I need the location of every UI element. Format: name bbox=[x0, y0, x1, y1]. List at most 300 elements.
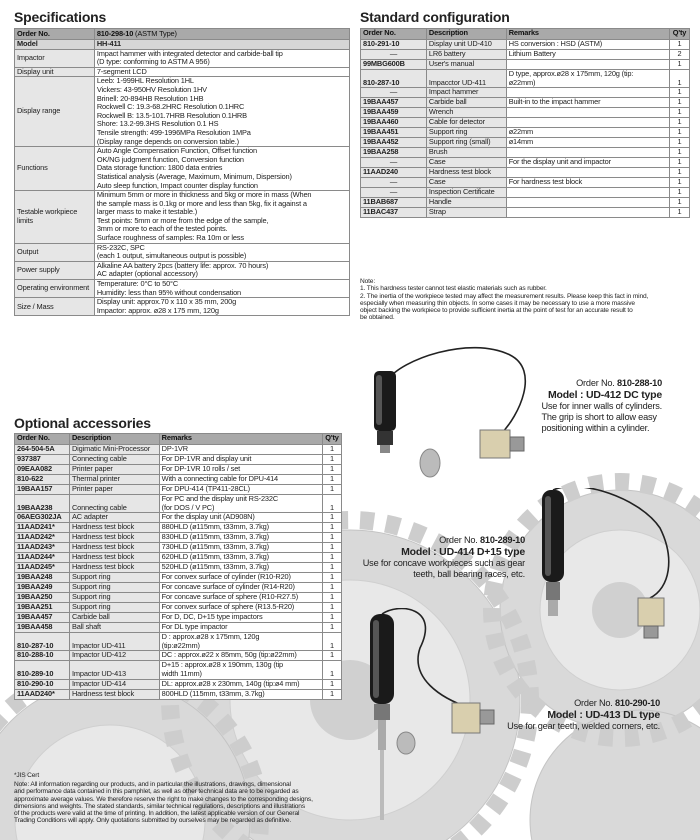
ud414-order-prefix: Order No. bbox=[439, 535, 480, 545]
product-ud414-info bbox=[360, 535, 525, 580]
std-qty: 1 bbox=[670, 60, 690, 70]
spec-row-label: Display unit bbox=[15, 67, 95, 77]
opt-qty: 1 bbox=[322, 553, 341, 563]
spec-row bbox=[15, 191, 350, 244]
opt-remark-line: For DPU-414 (TP411-28CL) bbox=[161, 484, 250, 493]
opt-qty: 1 bbox=[322, 455, 341, 465]
std-remarks bbox=[506, 198, 669, 208]
table-row bbox=[15, 543, 342, 553]
std-order-no: 19BAA457 bbox=[361, 98, 427, 108]
std-qty: 1 bbox=[670, 118, 690, 128]
std-remarks bbox=[506, 60, 669, 70]
std-qty: 1 bbox=[670, 108, 690, 118]
ud413-model: Model : UD-413 DL type bbox=[547, 709, 660, 721]
spec-row-label: Output bbox=[15, 243, 95, 261]
opt-remarks bbox=[159, 633, 322, 651]
opt-description: Printer paper bbox=[69, 465, 159, 475]
table-row bbox=[15, 563, 342, 573]
std-remark-line: ø22mm) bbox=[508, 77, 536, 87]
opt-remarks bbox=[159, 623, 322, 633]
opt-order-no: 19BAA238 bbox=[15, 495, 70, 513]
table-row bbox=[361, 188, 690, 198]
table-row bbox=[15, 495, 342, 513]
std-order-no: 19BAA460 bbox=[361, 118, 427, 128]
opt-remark-line: For convex surface of cylinder (R10-R20) bbox=[161, 572, 291, 582]
std-qty: 1 bbox=[670, 178, 690, 188]
opt-remark-line: For PC and the display unit RS-232C bbox=[161, 494, 279, 503]
optional-accessories-table bbox=[14, 433, 342, 700]
std-qty: 1 bbox=[670, 40, 690, 50]
std-order-no: — bbox=[361, 50, 427, 60]
std-order-no: 11BAC437 bbox=[361, 208, 427, 218]
spec-line: Impactor: approx. ø28 x 175 mm, 120g bbox=[96, 305, 219, 315]
std-remarks bbox=[506, 70, 669, 88]
std-remark-line: ø22mm bbox=[508, 127, 533, 137]
note-line: 2. The inertia of the workpiece tested may affect the measurement results. Please keep this fact in mind, bbox=[360, 292, 649, 300]
opt-remark-line: For DL type impactor bbox=[161, 622, 228, 632]
ud412-model: Model : UD-412 DC type bbox=[547, 389, 662, 401]
opt-remarks bbox=[159, 603, 322, 613]
table-row bbox=[15, 679, 342, 689]
spec-row bbox=[15, 49, 350, 67]
table-row bbox=[361, 50, 690, 60]
table-row bbox=[15, 583, 342, 593]
spec-row-value bbox=[94, 280, 349, 298]
std-qty: 1 bbox=[670, 128, 690, 138]
std-qty: 1 bbox=[670, 98, 690, 108]
std-description: Case bbox=[426, 158, 506, 168]
std-remarks bbox=[506, 148, 669, 158]
std-description: Impact hammer bbox=[426, 88, 506, 98]
table-row bbox=[15, 613, 342, 623]
std-header-3: Q'ty bbox=[670, 29, 690, 40]
opt-description: Impactor UD-412 bbox=[69, 651, 159, 661]
opt-remark-line: D : approx.ø28 x 175mm, 120g bbox=[161, 632, 260, 642]
table-row bbox=[361, 148, 690, 158]
opt-remarks bbox=[159, 455, 322, 465]
opt-order-no: 19BAA248 bbox=[15, 573, 70, 583]
spec-line: Statistical analysis (Average, Maximum, Minimum, Dispersion) bbox=[96, 171, 292, 181]
std-order-no: 19BAA459 bbox=[361, 108, 427, 118]
spec-line: (D type: conforming to ASTM A 956) bbox=[96, 57, 210, 67]
opt-remark-line: For D, DC, D+15 type impactors bbox=[161, 612, 263, 622]
spec-line: Auto sleep function, Impact counter display function bbox=[96, 180, 258, 190]
std-remarks bbox=[506, 138, 669, 148]
opt-qty: 1 bbox=[322, 613, 341, 623]
opt-qty: 1 bbox=[322, 661, 341, 679]
std-remarks bbox=[506, 118, 669, 128]
spec-line: Minimum 5mm or more in thickness and 5kg or more in mass (When bbox=[96, 190, 312, 200]
spec-line: Rockwell C: 19.3-68.2HRC Resolution 0.1HRC bbox=[96, 102, 245, 112]
spec-row-label: Functions bbox=[15, 147, 95, 191]
spec-row-label: Impactor bbox=[15, 49, 95, 67]
opt-remark-line: For concave surface of cylinder (R14-R20) bbox=[161, 582, 295, 592]
spec-line: Brinell: 20-894HB Resolution 1HB bbox=[96, 93, 204, 103]
std-order-no: 810-291-10 bbox=[361, 40, 427, 50]
std-qty: 1 bbox=[670, 208, 690, 218]
table-row bbox=[361, 128, 690, 138]
spec-row-label: Display range bbox=[15, 77, 95, 147]
table-row bbox=[361, 88, 690, 98]
note-line: especially when measuring thin objects. In some cases it may be necessary to use a more massive bbox=[360, 299, 635, 307]
std-remark-line: For the display unit and impactor bbox=[508, 157, 611, 167]
std-description: Hardness test block bbox=[426, 168, 506, 178]
std-description: Impacctor UD-411 bbox=[426, 70, 506, 88]
std-order-no: 810-287-10 bbox=[361, 70, 427, 88]
spec-row-label: Operating environment bbox=[15, 280, 95, 298]
spec-line: Vickers: 43-950HV Resolution 1HV bbox=[96, 84, 207, 94]
table-row bbox=[361, 60, 690, 70]
spec-row-label: Testable workpiece limits bbox=[15, 191, 95, 244]
opt-remark-line: 730HLD (ø115mm, t33mm, 3.7kg) bbox=[161, 542, 269, 552]
opt-remark-line: For DP-1VR 10 rolls / set bbox=[161, 464, 241, 473]
opt-order-no: 11AAD241* bbox=[15, 523, 70, 533]
std-qty: 1 bbox=[670, 138, 690, 148]
opt-remark-line: 800HLD (115mm, t33mm, 3.7kg) bbox=[161, 688, 265, 698]
note-line: Note: bbox=[360, 278, 376, 285]
std-description: Inspection Certificate bbox=[426, 188, 506, 198]
opt-remarks bbox=[159, 475, 322, 485]
opt-qty: 1 bbox=[322, 583, 341, 593]
spec-header-label: Order No. bbox=[15, 29, 95, 40]
spec-line: Temperature: 0°C to 50°C bbox=[96, 279, 179, 289]
std-order-no: — bbox=[361, 88, 427, 98]
spec-row-label: Size / Mass bbox=[15, 298, 95, 316]
spec-line: (each 1 output, simultaneous output is possible) bbox=[96, 251, 247, 261]
opt-order-no: 810-289-10 bbox=[15, 661, 70, 679]
spec-line: Tensile strength: 499-1996MPa Resolution 1MPa bbox=[96, 127, 251, 137]
spec-line: Alkaline AA battery 2pcs (battery life: approx. 70 hours) bbox=[96, 260, 269, 270]
opt-order-no: 810-290-10 bbox=[15, 679, 70, 689]
table-row bbox=[15, 689, 342, 699]
opt-description: Impactor UD-411 bbox=[69, 633, 159, 651]
standard-configuration-title: Standard configuration bbox=[360, 9, 510, 25]
product-desc-line: Use for inner walls of cylinders. bbox=[541, 401, 662, 411]
opt-qty: 1 bbox=[322, 573, 341, 583]
opt-remark-line: For concave surface of sphere (R10-R27.5) bbox=[161, 592, 299, 602]
opt-qty: 1 bbox=[322, 689, 341, 699]
std-remark-line: ø14mm bbox=[508, 137, 533, 147]
spec-body bbox=[15, 49, 350, 316]
standard-configuration-table bbox=[360, 28, 690, 218]
std-order-no: 19BAA258 bbox=[361, 148, 427, 158]
std-remarks bbox=[506, 158, 669, 168]
table-row bbox=[361, 178, 690, 188]
opt-remark-line: 620HLD (ø115mm, t33mm, 3.7kg) bbox=[161, 552, 269, 562]
opt-description: Ball shaft bbox=[69, 623, 159, 633]
std-header-0: Order No. bbox=[361, 29, 427, 40]
spec-line: Leeb: 1-999HL Resolution 1HL bbox=[96, 76, 194, 86]
std-header-2: Remarks bbox=[506, 29, 669, 40]
spec-line: (Display range depends on conversion table.) bbox=[96, 136, 239, 146]
std-description: User's manual bbox=[426, 60, 506, 70]
std-remarks bbox=[506, 50, 669, 60]
std-order-no: 19BAA451 bbox=[361, 128, 427, 138]
std-qty: 1 bbox=[670, 88, 690, 98]
spec-row-label: Power supply bbox=[15, 261, 95, 279]
opt-qty: 1 bbox=[322, 651, 341, 661]
std-qty: 1 bbox=[670, 168, 690, 178]
opt-description: Hardness test block bbox=[69, 523, 159, 533]
table-row bbox=[15, 445, 342, 455]
opt-remark-line: D+15 : approx.ø28 x 190mm, 130g (tip bbox=[161, 660, 284, 670]
opt-description: Support ring bbox=[69, 583, 159, 593]
opt-qty: 1 bbox=[322, 593, 341, 603]
std-description: Brush bbox=[426, 148, 506, 158]
std-order-no: — bbox=[361, 158, 427, 168]
disclaimer-line: of the products were valid at the time of printing. In addition, the latest applicable version of our General bbox=[14, 810, 300, 818]
spec-order-no: 810-298-10 bbox=[96, 28, 134, 38]
opt-remarks bbox=[159, 689, 322, 699]
product-desc-line: teeth, ball bearing races, etc. bbox=[413, 569, 525, 579]
opt-remarks bbox=[159, 445, 322, 455]
opt-remarks bbox=[159, 613, 322, 623]
spec-line: Data storage function: 1800 data entries bbox=[96, 163, 223, 173]
table-row bbox=[15, 553, 342, 563]
optional-accessories-title: Optional accessories bbox=[14, 415, 151, 431]
ud412-order-no: 810-288-10 bbox=[617, 378, 662, 388]
std-description: Case bbox=[426, 178, 506, 188]
std-order-no: 99MBG600B bbox=[361, 60, 427, 70]
disclaimer-line: approximate average values. We therefore reserve the right to make changes to the corresponding designs, bbox=[14, 795, 313, 803]
opt-qty: 1 bbox=[322, 563, 341, 573]
opt-order-no: 11AAD240* bbox=[15, 689, 70, 699]
spec-line: Shore: 13.2-99.3HS Resolution 0.1 HS bbox=[96, 119, 219, 129]
spec-row-value bbox=[94, 298, 349, 316]
opt-remarks bbox=[159, 583, 322, 593]
table-row bbox=[361, 168, 690, 178]
spec-line: larger mass to make it testable.) bbox=[96, 207, 198, 217]
opt-qty: 1 bbox=[322, 679, 341, 689]
opt-description: AC adapter bbox=[69, 513, 159, 523]
spec-row-value bbox=[94, 191, 349, 244]
opt-remarks bbox=[159, 573, 322, 583]
table-row bbox=[361, 208, 690, 218]
opt-remark-line: For DP-1VR and display unit bbox=[161, 454, 252, 463]
std-remarks bbox=[506, 40, 669, 50]
opt-order-no: 11AAD242* bbox=[15, 533, 70, 543]
ud413-order-no: 810-290-10 bbox=[615, 698, 660, 708]
opt-description: Hardness test block bbox=[69, 533, 159, 543]
opt-order-no: 19BAA251 bbox=[15, 603, 70, 613]
product-desc-line: Use for gear teeth, welded corners, etc. bbox=[507, 721, 660, 731]
std-remark-line: Built-in to the impact hammer bbox=[508, 97, 601, 107]
std-description: Wrench bbox=[426, 108, 506, 118]
std-remarks bbox=[506, 178, 669, 188]
spec-row bbox=[15, 147, 350, 191]
product-desc-line: positioning within a cylinder. bbox=[541, 423, 650, 433]
std-description: Cable for detector bbox=[426, 118, 506, 128]
opt-remark-line: width 11mm) bbox=[161, 668, 202, 678]
opt-description: Support ring bbox=[69, 593, 159, 603]
opt-remarks bbox=[159, 533, 322, 543]
table-row bbox=[361, 198, 690, 208]
opt-description: Impactor UD-413 bbox=[69, 661, 159, 679]
std-qty: 1 bbox=[670, 148, 690, 158]
std-remarks bbox=[506, 128, 669, 138]
opt-order-no: 19BAA249 bbox=[15, 583, 70, 593]
opt-qty: 1 bbox=[322, 603, 341, 613]
opt-qty: 1 bbox=[322, 523, 341, 533]
spec-row-value bbox=[94, 77, 349, 147]
spec-line: RS-232C, SPC bbox=[96, 242, 145, 252]
spec-row-value bbox=[94, 261, 349, 279]
opt-order-no: 19BAA458 bbox=[15, 623, 70, 633]
std-qty: 2 bbox=[670, 50, 690, 60]
opt-order-no: 19BAA250 bbox=[15, 593, 70, 603]
table-row bbox=[15, 573, 342, 583]
opt-remark-line: With a connecting cable for DPU-414 bbox=[161, 474, 279, 483]
opt-header-1: Description bbox=[69, 434, 159, 445]
spec-line: Humidity: less than 95% without condensation bbox=[96, 287, 242, 297]
opt-order-no: 810-622 bbox=[15, 475, 70, 485]
table-row bbox=[15, 661, 342, 679]
spec-line: Auto Angle Compensation Function, Offset function bbox=[96, 146, 257, 156]
table-row bbox=[15, 523, 342, 533]
std-remarks bbox=[506, 88, 669, 98]
opt-header-2: Remarks bbox=[159, 434, 322, 445]
spec-line: 3mm or more to each of the tested points. bbox=[96, 224, 228, 234]
opt-remark-line: 830HLD (ø115mm, t33mm, 3.7kg) bbox=[161, 532, 269, 542]
opt-qty: 1 bbox=[322, 465, 341, 475]
disclaimer-line: and performance data contained in this pamphlet, as well as other technical data are to be regarded as bbox=[14, 788, 299, 796]
spec-line: OK/NG judgment function, Conversion function bbox=[96, 154, 244, 164]
std-qty: 1 bbox=[670, 188, 690, 198]
opt-description: Support ring bbox=[69, 573, 159, 583]
table-row bbox=[15, 513, 342, 523]
opt-header-3: Q'ty bbox=[322, 434, 341, 445]
std-remarks bbox=[506, 98, 669, 108]
opt-remarks bbox=[159, 661, 322, 679]
ud412-order-prefix: Order No. bbox=[576, 378, 617, 388]
opt-order-no: 09EAA082 bbox=[15, 465, 70, 475]
spec-line: Surface roughness of samples: Ra 10m or less bbox=[96, 233, 244, 243]
opt-description: Impactor UD-414 bbox=[69, 679, 159, 689]
table-row bbox=[15, 533, 342, 543]
opt-order-no: 11AAD245* bbox=[15, 563, 70, 573]
opt-remark-line: (tip:ø22mm) bbox=[161, 640, 200, 650]
opt-description: Support ring bbox=[69, 603, 159, 613]
table-row bbox=[15, 485, 342, 495]
opt-remarks bbox=[159, 563, 322, 573]
opt-remarks bbox=[159, 651, 322, 661]
spec-line: Test points: 5mm or more from the edge of the sample, bbox=[96, 215, 269, 225]
disclaimer-line: Note: All information regarding our products, and in particular the illustrations, drawings, dimensional bbox=[14, 781, 291, 788]
std-order-no: — bbox=[361, 188, 427, 198]
std-description: Support ring (small) bbox=[426, 138, 506, 148]
note-line: be obtained. bbox=[360, 314, 395, 322]
jis-cert-footnote: *JIS Cert bbox=[14, 772, 40, 779]
table-row bbox=[361, 108, 690, 118]
opt-remarks bbox=[159, 553, 322, 563]
opt-remarks bbox=[159, 485, 322, 495]
opt-qty: 1 bbox=[322, 623, 341, 633]
opt-order-no: 810-288-10 bbox=[15, 651, 70, 661]
opt-description: Hardness test block bbox=[69, 543, 159, 553]
opt-qty: 1 bbox=[322, 445, 341, 455]
spec-line: Display unit: approx.70 x 110 x 35 mm, 200g bbox=[96, 297, 237, 307]
std-order-no: — bbox=[361, 178, 427, 188]
opt-order-no: 810-287-10 bbox=[15, 633, 70, 651]
std-remark-line: For hardness test block bbox=[508, 177, 583, 187]
opt-header-0: Order No. bbox=[15, 434, 70, 445]
std-description: LR6 battery bbox=[426, 50, 506, 60]
std-qty: 1 bbox=[670, 158, 690, 168]
opt-remark-line: For the display unit (AD908N) bbox=[161, 512, 255, 522]
spec-line: 7-segment LCD bbox=[96, 66, 147, 76]
std-description: Strap bbox=[426, 208, 506, 218]
table-row bbox=[15, 633, 342, 651]
spec-line: Rockwell B: 13.5-101.7HRB Resolution 0.1HRB bbox=[96, 110, 247, 120]
product-desc-line: The grip is short to allow easy bbox=[541, 412, 657, 422]
opt-description: Connecting cable bbox=[69, 495, 159, 513]
product-desc-line: Use for concave workpieces such as gear bbox=[362, 558, 525, 568]
opt-qty: 1 bbox=[322, 513, 341, 523]
std-description: Carbide ball bbox=[426, 98, 506, 108]
std-description: Display unit UD-410 bbox=[426, 40, 506, 50]
opt-remarks bbox=[159, 513, 322, 523]
opt-qty: 1 bbox=[322, 495, 341, 513]
opt-order-no: 937387 bbox=[15, 455, 70, 465]
specifications-title: Specifications bbox=[14, 9, 107, 25]
disclaimer-note bbox=[14, 781, 344, 825]
std-qty: 1 bbox=[670, 198, 690, 208]
spec-line: Impact hammer with integrated detector and carbide-ball tip bbox=[96, 48, 283, 58]
opt-order-no: 264-504-5A bbox=[15, 445, 70, 455]
impactor-ud413-image bbox=[360, 608, 510, 838]
opt-order-no: 11AAD243* bbox=[15, 543, 70, 553]
std-description: Handle bbox=[426, 198, 506, 208]
note-line: object backing the workpiece to provide sufficient inertia at the point of test for an accurate result to bbox=[360, 307, 633, 315]
ud414-model: Model : UD-414 D+15 type bbox=[401, 546, 525, 558]
opt-remark-line: 520HLD (ø115mm, t33mm, 3.7kg) bbox=[161, 562, 269, 572]
opt-remarks bbox=[159, 495, 322, 513]
spec-model-value: HH-411 bbox=[94, 40, 349, 50]
opt-order-no: 06AEG302JA bbox=[15, 513, 70, 523]
std-remarks bbox=[506, 208, 669, 218]
opt-description: Printer paper bbox=[69, 485, 159, 495]
spec-row-value bbox=[94, 49, 349, 67]
note-line: 1. This hardness tester cannot test elastic materials such as rubber. bbox=[360, 285, 547, 293]
table-row bbox=[361, 70, 690, 88]
opt-order-no: 11AAD244* bbox=[15, 553, 70, 563]
opt-description: Hardness test block bbox=[69, 689, 159, 699]
std-remark-line: Lithium Battery bbox=[508, 49, 556, 58]
spec-row-value bbox=[94, 243, 349, 261]
std-header-1: Description bbox=[426, 29, 506, 40]
opt-remark-line: 880HLD (ø115mm, t33mm, 3.7kg) bbox=[161, 522, 269, 532]
spec-model-label: Model bbox=[15, 40, 95, 50]
table-row bbox=[15, 603, 342, 613]
table-row bbox=[361, 118, 690, 128]
opt-qty: 1 bbox=[322, 475, 341, 485]
std-order-no: 19BAA452 bbox=[361, 138, 427, 148]
table-row bbox=[15, 593, 342, 603]
impactor-ud412-image bbox=[360, 335, 560, 485]
opt-remark-line: DC : approx.ø22 x 85mm, 50g (tip:ø22mm) bbox=[161, 650, 297, 660]
opt-qty: 1 bbox=[322, 633, 341, 651]
opt-order-no: 19BAA457 bbox=[15, 613, 70, 623]
opt-remark-line: For convex surface of sphere (R13.5-R20) bbox=[161, 602, 295, 612]
opt-remarks bbox=[159, 593, 322, 603]
table-row bbox=[15, 465, 342, 475]
spec-row bbox=[15, 261, 350, 279]
opt-remarks bbox=[159, 543, 322, 553]
table-row bbox=[361, 158, 690, 168]
standard-configuration-notes bbox=[360, 278, 695, 322]
opt-qty: 1 bbox=[322, 485, 341, 495]
opt-description: Thermal printer bbox=[69, 475, 159, 485]
